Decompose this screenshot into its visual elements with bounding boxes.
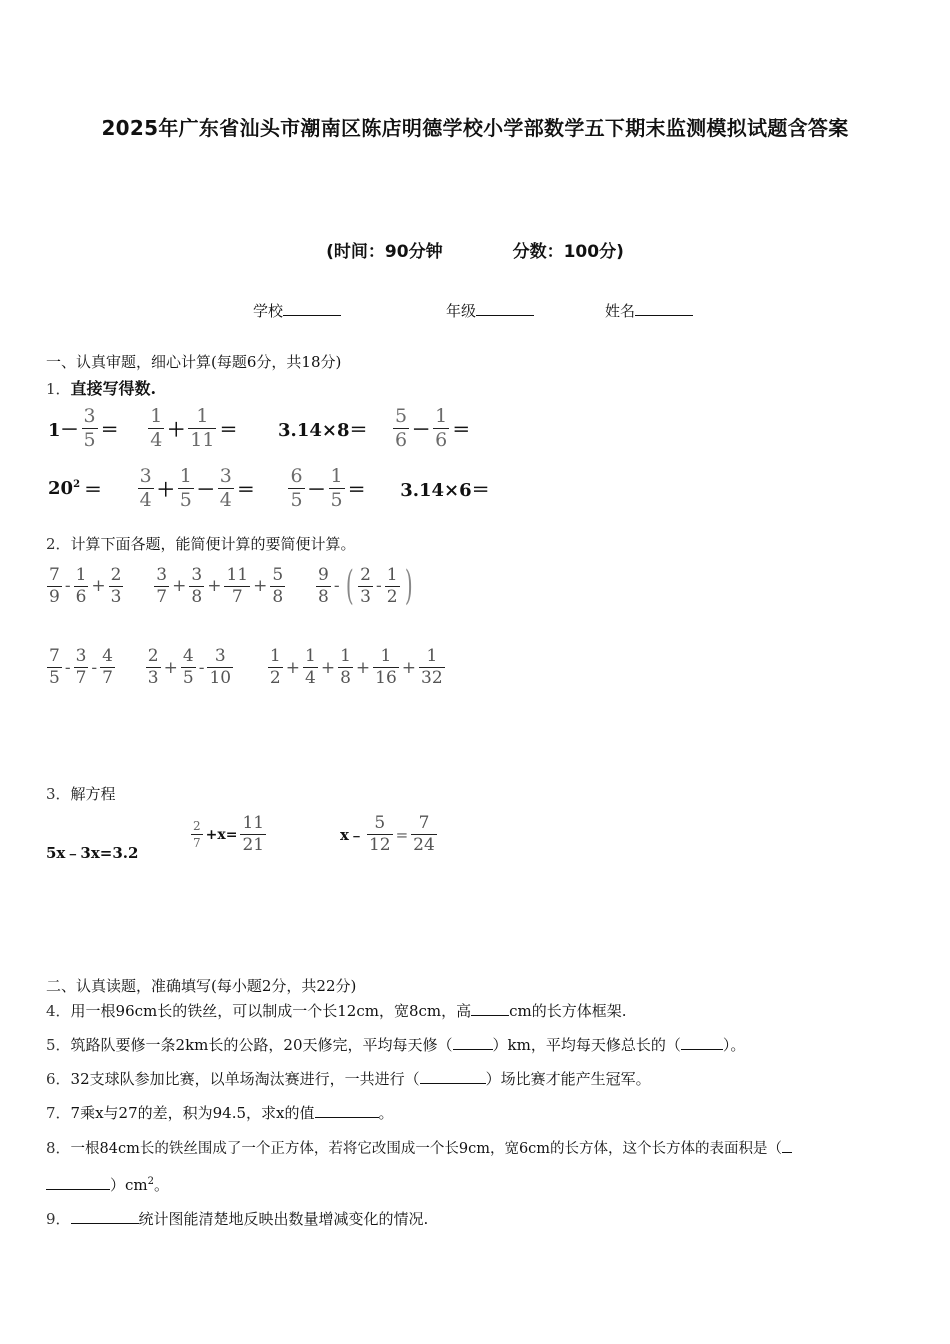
- equation-2: $\frac{2}{7}$ +x= $\frac{11}{21}$: [193, 813, 265, 855]
- question-1: 1．直接写得数.: [46, 379, 157, 398]
- q1-row-2: $20^2$ ＝ $\frac{3}{4}$ ＋ $\frac{1}{5}$ － $\frac{3}{4}$ ＝ $\frac{6}{5}$ － $\frac{1}{5}$ ＝ 3.14×6＝: [48, 465, 490, 511]
- equation-1: 5x﹣3x=3.2: [46, 844, 139, 862]
- question-5: 5．筑路队要修一条2km长的公路，20天修完，平均每天修（ ）km，平均每天修总长的（ ）。: [46, 1036, 746, 1054]
- grade-field[interactable]: 年级: [446, 300, 534, 321]
- time-label: (时间：90分钟: [326, 242, 443, 262]
- q2-row-2: $\frac{7}{5}$ - $\frac{3}{7}$ - $\frac{4}{7}$ $\frac{2}{3}$ + $\frac{4}{5}$ - $\frac{3}{10}$ $\frac{1}{2}$ + $\frac{1}{4}$ + $\frac{1}{8}$ + $\frac{1}{16}$ + $\frac{1}{32}$: [49, 646, 443, 688]
- q8-blank-start[interactable]: [782, 1138, 792, 1153]
- question-7: 7．7乘x与27的差，积为94.5，求x的值 。: [46, 1104, 394, 1122]
- q6-blank[interactable]: [420, 1069, 486, 1084]
- q1-row-1: 1－ $\frac{3}{5}$ ＝ $\frac{1}{4}$ ＋ $\frac{1}{11}$ ＝ 3.14×8＝ $\frac{5}{6}$ － $\frac{1}{6}$ ＝: [48, 405, 471, 451]
- equation-3: x﹣ $\frac{5}{12}$ = $\frac{7}{24}$: [340, 813, 435, 855]
- name-field[interactable]: 姓名: [605, 300, 693, 321]
- document-title: 2025年广东省汕头市潮南区陈店明德学校小学部数学五下期末监测模拟试题含答案: [101, 116, 849, 140]
- q5-blank-1[interactable]: [453, 1035, 493, 1050]
- q4-blank[interactable]: [471, 1001, 509, 1016]
- question-3: 3．解方程: [46, 785, 116, 803]
- school-field[interactable]: 学校: [253, 300, 341, 321]
- q8-blank[interactable]: [46, 1175, 110, 1190]
- exam-meta: [0, 237, 950, 262]
- section-1-heading: 一、认真审题，细心计算(每题6分，共18分): [46, 353, 342, 371]
- question-8: 8．一根84cm长的铁丝围成了一个正方体，若将它改围成一个长9cm，宽6cm的长方体，这个长方体的表面积是（: [46, 1137, 792, 1158]
- question-8-cont: ）$cm^2$。: [46, 1174, 169, 1195]
- q7-blank[interactable]: [315, 1103, 379, 1118]
- q5-blank-2[interactable]: [681, 1035, 723, 1050]
- question-4: 4．用一根96cm长的铁丝，可以制成一个长12cm，宽8cm，高 cm的长方体框架.: [46, 1002, 627, 1020]
- q2-row-1: $\frac{7}{9}$ - $\frac{1}{6}$ + $\frac{2}{3}$ $\frac{3}{7}$ + $\frac{3}{8}$ + $\frac{11}{7}$ + $\frac{5}{8}$ $\frac{9}{8}$ - ( $\frac{2}{3}$ - $\frac{1}{2}$ ): [49, 563, 413, 609]
- question-2: 2．计算下面各题，能简便计算的要简便计算。: [46, 535, 356, 553]
- section-2-heading: 二、认真读题，准确填写(每小题2分，共22分): [46, 977, 357, 995]
- question-9: 9． 统计图能清楚地反映出数量增减变化的情况.: [46, 1210, 429, 1228]
- q9-blank[interactable]: [71, 1209, 139, 1224]
- score-label: 分数：100分): [512, 242, 624, 262]
- question-6: 6．32支球队参加比赛，以单场淘汰赛进行，一共进行（ ）场比赛才能产生冠军。: [46, 1070, 651, 1088]
